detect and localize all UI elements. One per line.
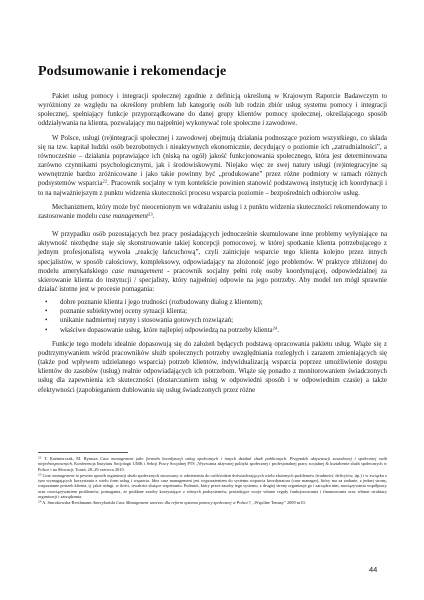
page-number: 44 xyxy=(369,565,378,574)
footnote-ref-22[interactable]: 22 xyxy=(102,178,108,184)
paragraph-3 xyxy=(38,203,387,221)
paragraph-3-term: case management xyxy=(98,212,149,220)
paragraph-2-text-b: . Pracownik socjalny w tym kontekście powinien stanowić podstawową instytucję ich koordynacji i to na najważniejszym z punktu widzenia skuteczności procesu wsparcia poziomie – bezpośrednich odbiorców usług. xyxy=(38,180,387,197)
footnote-ref-24[interactable]: 24 xyxy=(272,325,278,331)
body-text xyxy=(38,92,387,395)
bullet-item xyxy=(38,307,387,316)
footnote-text: , Konferencja Instytutu Socjologii UMK i Sekcji Pracy Socjalnej PTS „Wyzwania aktywnej polityki społecznej i profesjonalnej pracy socjalnej & kształcenie służb społecznych w Polsce i na Słowacji, Toruń, 28–29 czerwca 2010. xyxy=(38,461,387,472)
bullet-list xyxy=(38,298,387,335)
footnote-separator xyxy=(38,452,128,453)
footnote-title: Case management jako formuła koordynacji usług społecznych i innych działań służb publicznych. Przypadek aktywizacji zawodowej i społecznej osób niepełnosprawnych xyxy=(38,456,387,467)
footnote-number: 23 xyxy=(38,472,42,477)
bullet-text: właściwe dopasowanie usług, które najlepiej odpowiedzą na potrzeby klienta xyxy=(60,326,273,334)
paragraph-2-text-a: W Polsce, usługi (re)integracji społecznej i zawodowej obejmują działania podnoszące poziom wszystkiego, co składa się na tzw. kapitał ludzki osób bezrobotnych i nieaktywnych ekonomicznie, decydujący o poziomie ich „zatrudnialności”, a równocześnie – działania poprawiające ich (niską na ogół) jakość funkcjonowania społecznego, która jest determinowana zarówno czynnikami psychologicznymi, jak i środowiskowymi. Niejako więc ze swej natury usługi (re)integracyjne są wewnętrznie bardzo zróżnicowane i jako takie powinny być „produkowane” przez różne podmioty w ramach różnych podsystemów wsparcia xyxy=(38,134,387,188)
footnote-term: Case management xyxy=(42,472,75,478)
footnote-text: A. Smrokowska-Reichmann xyxy=(41,500,93,506)
paragraph-3-text-a: Mechanizmem, który może być nieocenionym we wdrażaniu usług i z punktu widzenia skuteczności rekomendowany to zastosowanie modelu xyxy=(38,203,387,220)
bullet-text: dobre poznanie klienta i jego trudności (rozbudowany dialog z klientem); xyxy=(60,299,263,307)
footnote-text: , „Wspólne Tematy” 2009 nr10. xyxy=(250,500,306,506)
bullet-text: unikanie nadmiernej rutyny i stosowania gotowych rozwiązań; xyxy=(60,317,233,325)
footnote-number: 24 xyxy=(38,499,42,504)
paragraph-4-term: case management xyxy=(111,267,164,275)
paragraph-5 xyxy=(38,340,387,395)
bullet-text: poznanie subiektywnej oceny sytuacji klienta; xyxy=(60,308,188,316)
paragraph-3-text-b: . xyxy=(152,212,155,220)
paragraph-4-text-b: - pracownik socjalny pełni rolę osoby koordynującej, odpowiedzialnej za skierowanie klienta do instytucji / specjalisty, który najpełniej odpowie na jego potrzeby. Aby model ten mógł sprawnie działać istotne jest w procesie pomagania: xyxy=(38,267,387,293)
footnote-22 xyxy=(38,456,387,472)
paragraph-4 xyxy=(38,230,387,294)
paragraph-4-text-a: W przypadku osób pozostających bez pracy posiadających jednocześnie skumulowane inne problemy wyłyniające na aktywność niezbędne staje się skonstruowanie takiej koncepcji pomocowej, w której spotkanie klienta potrzebującego z jednym profesjonalistą wywoła „reakcję łańcuchową”, czyli zainicjuje wsparcie tego klienta kolejno przez innych specjalistów, w sposób całościowy, kompleksowy, odpowiadający na złożoność jego problemów. W praktyce zbliżonej do modelu amerykańskiego xyxy=(38,231,387,275)
footnote-text: T. Kaźmierczak, M. Rymsza xyxy=(41,456,101,461)
footnotes xyxy=(38,452,387,507)
bullet-item xyxy=(38,298,387,307)
footnote-title: Amerykański Case Management wzorzec dla reform systemu pomocy społecznej w Polsce? xyxy=(92,500,251,506)
bullet-item xyxy=(38,316,387,325)
footnote-23 xyxy=(38,473,387,499)
footnote-ref-23[interactable]: 23 xyxy=(148,211,153,217)
footnote-number: 22 xyxy=(38,455,42,460)
footnote-24 xyxy=(38,500,387,505)
paragraph-1-text: Pakiet usług pomocy i integracji społecznej zgodnie z definicją określoną w Krajowym Raporcie Badawczym to wyróżniony ze względu na określony problem lub kategorię osób lub rodzin zbiór usług systemu pomocy i integracji społecznej, spełniający funkcje przyporządkowane do danej grupy klientów pomocy społecznej, określającego sposób oddziaływania na klienta, pozwalający mu najpełniej wykonywać role społeczne i zawodowe. xyxy=(38,93,387,128)
section-heading: Podsumowanie i rekomendacje xyxy=(38,64,227,79)
paragraph-2 xyxy=(38,134,387,198)
paragraph-1 xyxy=(38,92,387,129)
bullet-item: • właściwe dopasowanie usług, które najlepiej odpowiedzą na potrzeby klienta$^{24}$. xyxy=(38,326,387,335)
paragraph-5-text: Funkcje tego modelu idealnie dopasowują się do założeń będących podstawą opracowania pakietu usług. Wiąże się z podtrzymywaniem wśród pracowników służb społecznych potrzeby uwzględniania rozległych i zarazem zmieniających się (także pod wpływem udzielanego wsparcia) potrzeb klientów, indywidualizacją wsparcia poprzez umożliwienie dostępu klientów do zasobów (usług) realnie odpowiadających ich potrzebom. Wiąże się ponadto z monitorowaniem świadczonych usług dla zapewnienia ich skuteczności (dostarczaniem usług w odpowiedni sposób i w odpowiednim czasie) a także efektywności (zapobieganiem dublowaniu się usług świadczonych przez różne xyxy=(38,340,387,394)
footnote-text: to pewien sposób organizacji służb społecznych stosowany w odniesieniu do osób/rodzin doświadczających wielu złożonych problemów (trudności, deficytów, itp.) i w związku z tym wymagających korzystania z wielu form usług i wsparcia. Idea case management jest wyposażeniem do systemu wsparcia koordynatora (case manager), który ma za zadanie, z jednej strony, rozpoznanie potrzeb klienta, tj. jakie usługi, w ilości, trwałości służące wspieraniu. Podmiot, który przez zasoby tego systemu, z drugiej strony organizuje go i zarządza nim, nawiązywaniu współpracy oraz rozwiązywaniem problemów, pomagania, że poddane zasoby korzystające z różnych podsystemów, posiadające swoje własne reguły funkcjonowania i finansowania oraz własne struktury organizacji i zarządzania. xyxy=(38,472,387,500)
